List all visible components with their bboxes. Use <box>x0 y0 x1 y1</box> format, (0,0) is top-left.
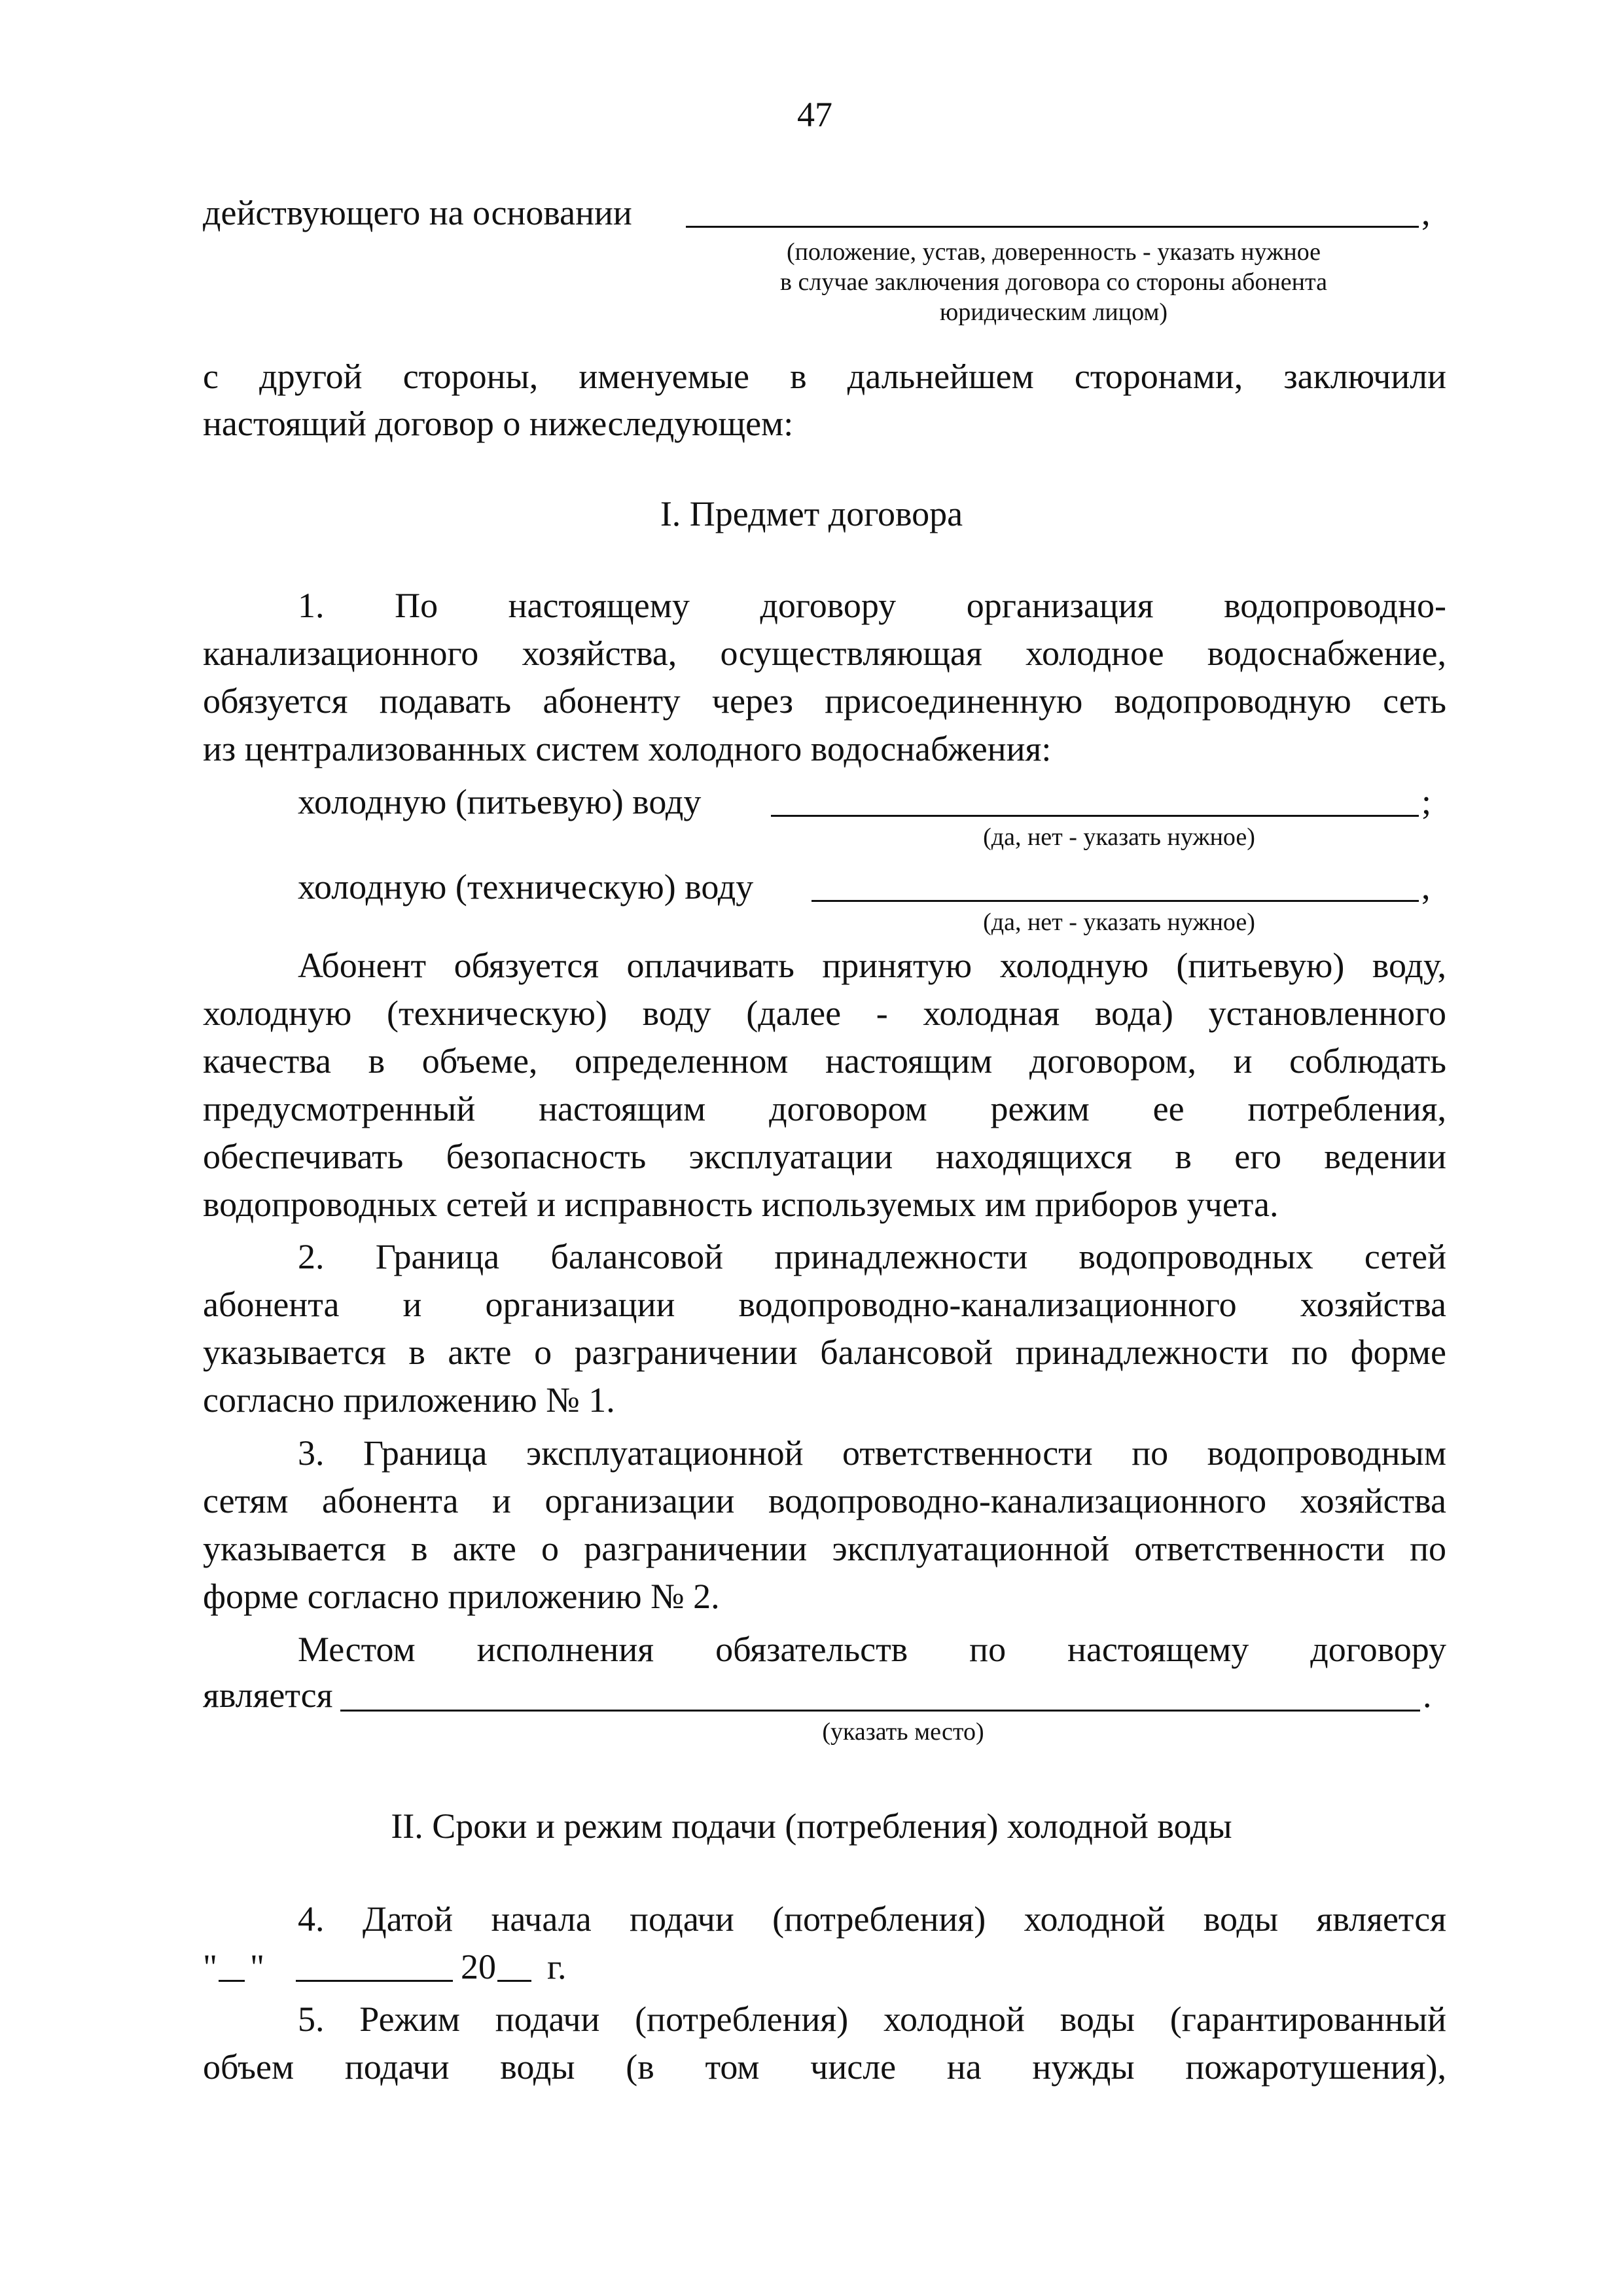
p2-line-1: 2. Граница балансовой принадлежности водопроводных сетей <box>298 1237 1446 1276</box>
drinking-water-label: холодную (питьевую) воду <box>298 782 702 821</box>
technical-water-label: холодную (техническую) воду <box>298 867 754 906</box>
place-is-label: является <box>203 1676 333 1715</box>
date-open-quote: " <box>203 1947 218 1986</box>
basis-blank-line <box>686 226 1419 228</box>
intro-line-1: с другой стороны, именуемые в дальнейшем сторонами, заключили <box>203 357 1446 396</box>
subscriber-line-2: холодную (техническую) воду (далее - холодная вода) установленного <box>203 994 1446 1033</box>
p1-line-4: из централизованных систем холодного водоснабжения: <box>203 729 1052 768</box>
p3-line-2: сетям абонента и организации водопроводно-канализационного хозяйства <box>203 1481 1446 1520</box>
basis-hint-line-2: в случае заключения договора со стороны абонента <box>780 268 1327 296</box>
subscriber-line-4: предусмотренный настоящим договором режим ее потребления, <box>203 1089 1446 1128</box>
drinking-water-semicolon: ; <box>1421 782 1432 821</box>
basis-hint-line-3: юридическим лицом) <box>939 298 1168 326</box>
technical-water-comma: , <box>1421 867 1431 906</box>
place-hint: (указать место) <box>822 1718 984 1746</box>
p2-line-3: указывается в акте о разграничении балансовой принадлежности по форме <box>203 1333 1446 1372</box>
p1-line-1: 1. По настоящему договору организация водопроводно- <box>298 586 1446 625</box>
basis-hint-line-1: (положение, устав, доверенность - указать нужное <box>786 238 1321 266</box>
p2-line-4: согласно приложению № 1. <box>203 1380 615 1420</box>
technical-water-hint: (да, нет - указать нужное) <box>983 908 1255 936</box>
section-2-title: II. Сроки и режим подачи (потребления) холодной воды <box>391 1806 1232 1846</box>
date-month-blank <box>296 1980 453 1982</box>
date-close-quote: " <box>250 1947 265 1986</box>
p1-line-3: обязуется подавать абоненту через присоединенную водопроводную сеть <box>203 681 1446 721</box>
subscriber-line-3: качества в объеме, определенном настоящим договором, и соблюдать <box>203 1041 1446 1081</box>
p1-line-2: канализационного хозяйства, осуществляющая холодное водоснабжение, <box>203 634 1446 673</box>
subscriber-line-5: обеспечивать безопасность эксплуатации находящихся в его ведении <box>203 1137 1446 1176</box>
p3-line-1: 3. Граница эксплуатационной ответственности по водопроводным <box>298 1433 1446 1473</box>
p4-line: 4. Датой начала подачи (потребления) холодной воды является <box>298 1899 1446 1939</box>
p2-line-2: абонента и организации водопроводно-канализационного хозяйства <box>203 1285 1446 1324</box>
section-1-title: I. Предмет договора <box>660 494 963 533</box>
drinking-water-blank <box>771 815 1419 817</box>
drinking-water-hint: (да, нет - указать нужное) <box>983 823 1255 851</box>
basis-comma: , <box>1421 193 1431 232</box>
p5-line-2: объем подачи воды (в том числе на нужды пожаротушения), <box>203 2047 1446 2087</box>
page-number: 47 <box>797 95 832 134</box>
subscriber-line-1: Абонент обязуется оплачивать принятую холодную (питьевую) воду, <box>298 946 1446 985</box>
date-day-blank <box>219 1980 245 1982</box>
place-period: . <box>1423 1676 1432 1715</box>
place-line: Местом исполнения обязательств по настоящему договору <box>298 1630 1446 1669</box>
year-prefix: 20 <box>461 1947 496 1986</box>
technical-water-blank <box>812 900 1419 902</box>
intro-line-2: настоящий договор о нижеследующем: <box>203 404 794 443</box>
p5-line-1: 5. Режим подачи (потребления) холодной воды (гарантированный <box>298 2000 1446 2039</box>
subscriber-line-6: водопроводных сетей и исправность используемых им приборов учета. <box>203 1185 1279 1224</box>
year-blank <box>497 1980 531 1982</box>
p3-line-3: указывается в акте о разграничении эксплуатационной ответственности по <box>203 1529 1446 1568</box>
p3-line-4: форме согласно приложению № 2. <box>203 1577 720 1616</box>
acting-on-basis-label: действующего на основании <box>203 193 632 232</box>
place-blank <box>340 1710 1420 1712</box>
year-suffix: г. <box>547 1947 567 1986</box>
